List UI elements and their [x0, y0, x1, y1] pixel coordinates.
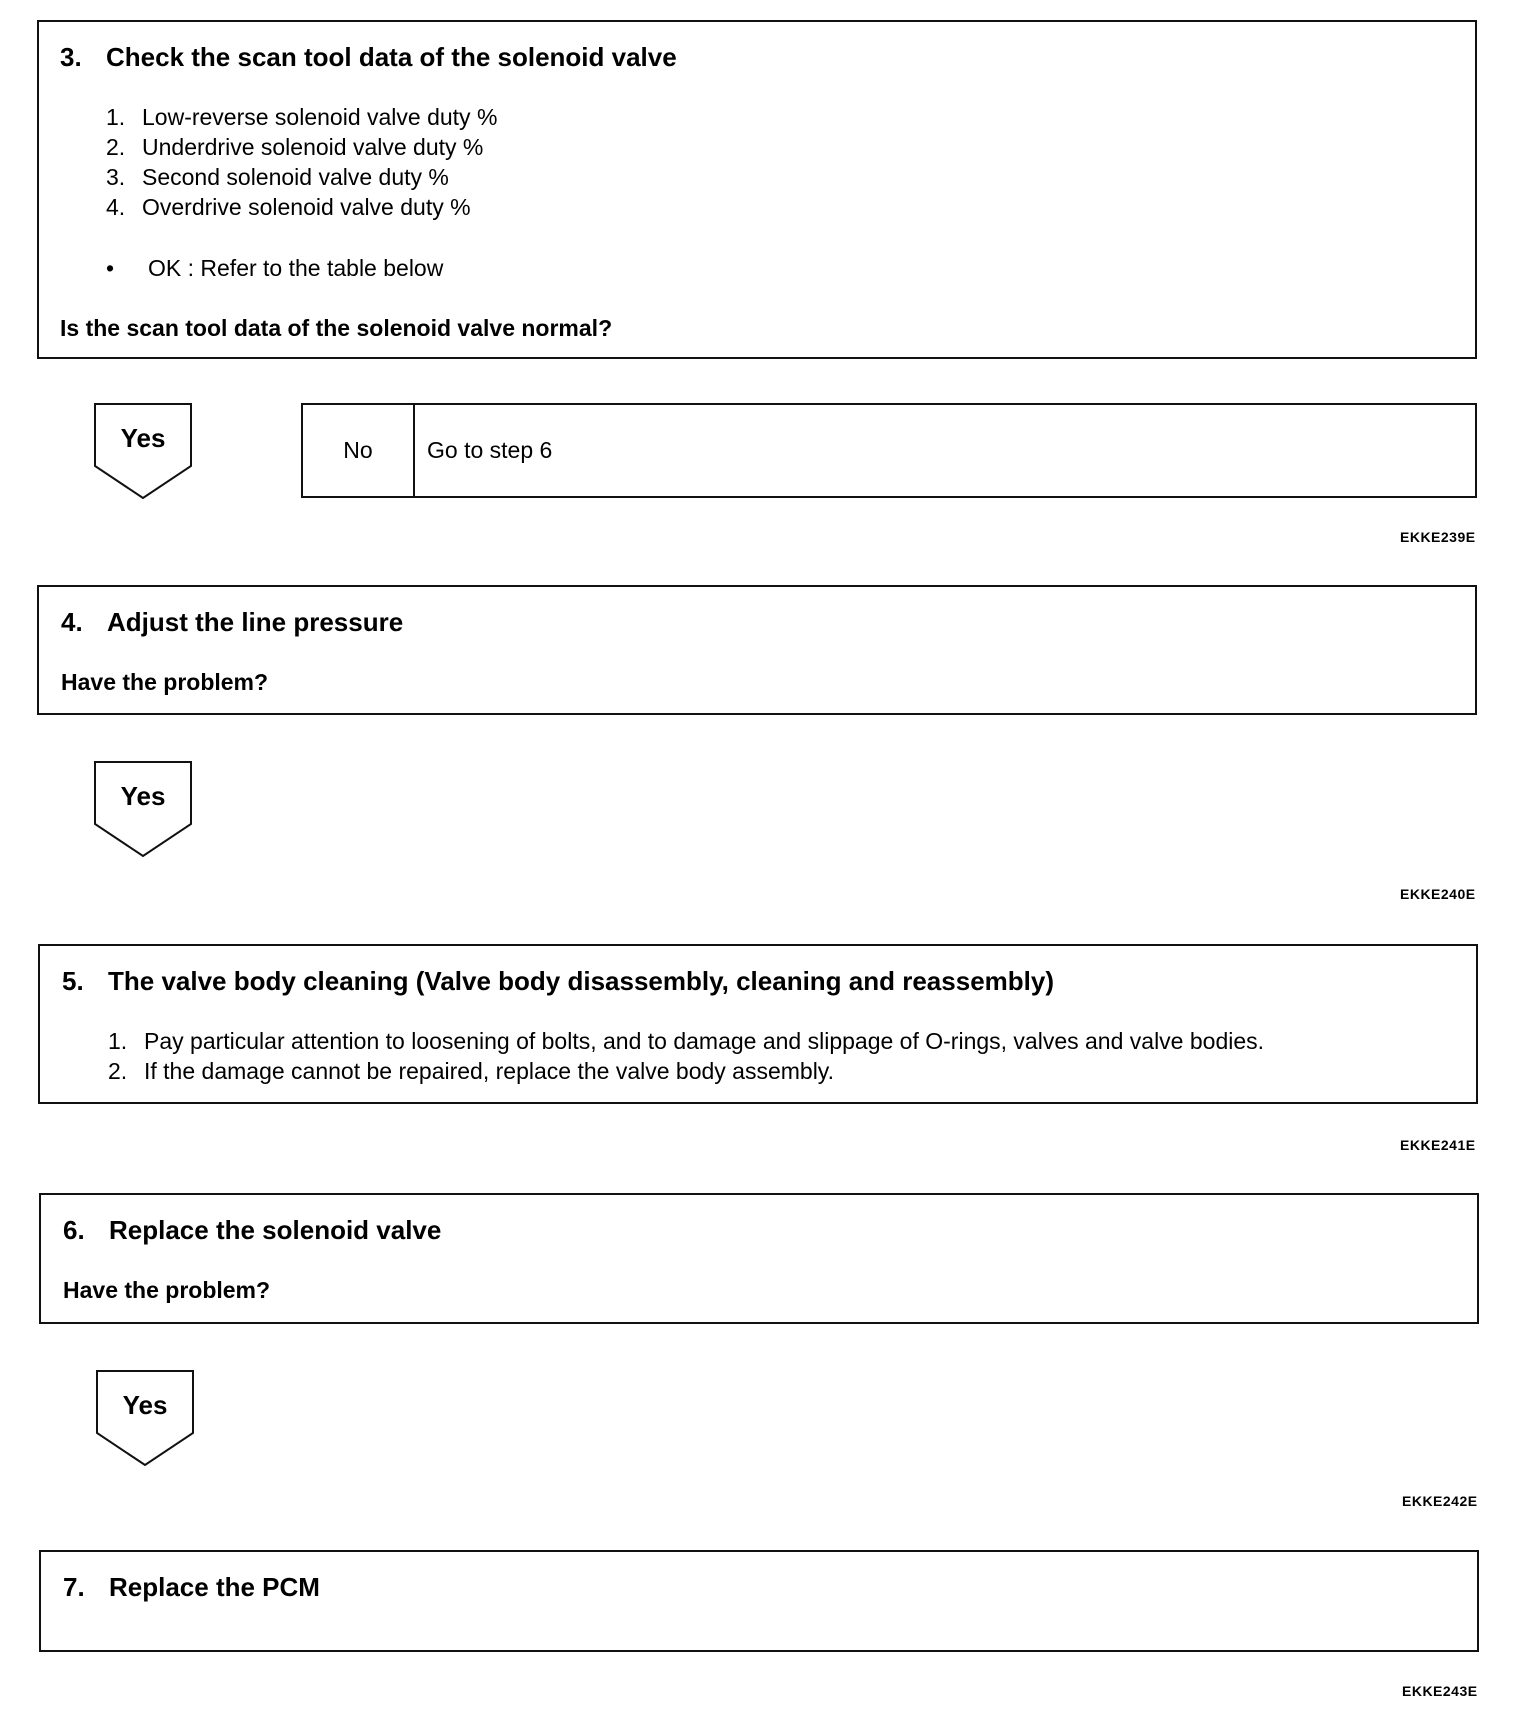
yes-label: Yes	[120, 781, 166, 811]
step-6-yes-arrow[interactable]	[96, 1370, 194, 1466]
step-3-title-text: Check the scan tool data of the solenoid valve	[106, 42, 677, 72]
step-6-box	[39, 1193, 1479, 1324]
figure-code: EKKE242E	[1402, 1493, 1478, 1509]
step-6-title	[63, 1215, 441, 1246]
step-7-title-text: Replace the PCM	[109, 1572, 320, 1602]
step-3-no-box[interactable]	[301, 403, 1477, 498]
step-4-box	[37, 585, 1477, 715]
step-3-ok-note: • OK : Refer to the table below	[106, 255, 444, 281]
yes-label: Yes	[122, 1390, 168, 1420]
list-item: 1. Pay particular attention to loosening of bolts, and to damage and slippage of O-rings, valves and valve bodies.	[108, 1028, 1265, 1054]
bullet-icon: •	[106, 255, 115, 281]
step-5-title-text: The valve body cleaning (Valve body disassembly, cleaning and reassembly)	[108, 966, 1054, 996]
figure-code: EKKE240E	[1400, 886, 1476, 902]
step-3-box	[37, 20, 1477, 359]
step-5-checklist	[108, 1026, 1264, 1086]
step-3-title	[60, 42, 677, 73]
step-4-number: 4.	[61, 607, 83, 637]
list-item: 4. Overdrive solenoid valve duty %	[106, 194, 471, 220]
step-5-title	[62, 966, 1054, 997]
list-item: 1. Low-reverse solenoid valve duty %	[106, 104, 498, 130]
step-4-yes-arrow[interactable]	[94, 761, 192, 857]
step-4-title	[61, 607, 403, 638]
step-3-yes-arrow[interactable]	[94, 403, 192, 499]
step-5-number: 5.	[62, 966, 84, 996]
list-item: 2. Underdrive solenoid valve duty %	[106, 134, 484, 160]
figure-code: EKKE243E	[1402, 1683, 1478, 1699]
step-4-title-text: Adjust the line pressure	[107, 607, 404, 637]
list-item: 3. Second solenoid valve duty %	[106, 164, 449, 190]
step-6-number: 6.	[63, 1215, 85, 1245]
figure-code: EKKE239E	[1400, 529, 1476, 545]
step-3-number: 3.	[60, 42, 82, 72]
go-to-step-6-link[interactable]: Go to step 6	[427, 437, 553, 463]
step-6-question: Have the problem?	[63, 1277, 271, 1303]
no-label: No	[303, 405, 415, 496]
step-6-title-text: Replace the solenoid valve	[109, 1215, 442, 1245]
list-item: 2. If the damage cannot be repaired, replace the valve body assembly.	[108, 1058, 834, 1084]
step-7-title	[63, 1572, 320, 1603]
step-5-box	[38, 944, 1478, 1104]
step-7-number: 7.	[63, 1572, 85, 1602]
figure-code: EKKE241E	[1400, 1137, 1476, 1153]
step-4-question: Have the problem?	[61, 669, 269, 695]
step-3-checklist	[106, 102, 497, 222]
step-3-question: Is the scan tool data of the solenoid valve normal?	[60, 315, 613, 341]
yes-label: Yes	[120, 423, 166, 453]
step-7-box	[39, 1550, 1479, 1652]
